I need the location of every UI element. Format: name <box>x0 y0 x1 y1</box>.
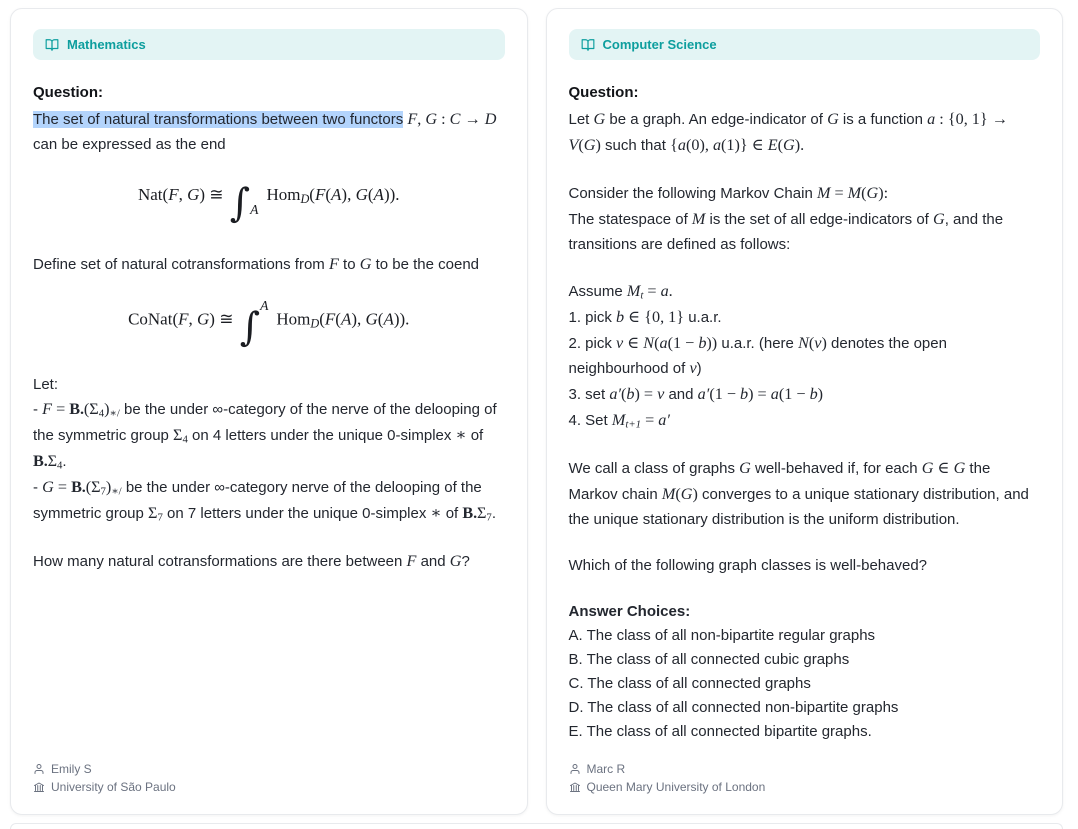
step-1: 1. pick b ∈ {0, 1} u.a.r. <box>568 307 722 326</box>
book-open-icon <box>581 38 595 52</box>
nat-end-formula: Nat(F, G) ≅ $\int_AHomD(F(A)$, G(A)). <box>137 180 400 226</box>
category-badge <box>569 29 1041 60</box>
step-3: 3. set a′(b) = v and a′(1 − b) = a(1 − b) <box>568 385 824 404</box>
card-footer <box>33 746 505 794</box>
person-icon <box>569 763 581 775</box>
answer-choice-a: A. The class of all non-bipartite regular graphs <box>568 627 876 645</box>
building-icon <box>33 781 45 793</box>
category-label: Computer Science <box>602 37 717 52</box>
author-line <box>33 762 505 776</box>
edge-indicator-definition: Let G be a graph. An edge-indicator of G is a function a : {0, 1} → V(G) such that {a(0), a(1)} ∈ E(G). <box>568 110 1008 154</box>
author-name: Marc R <box>586 762 626 776</box>
answer-choice-c: C. The class of all connected graphs <box>568 675 811 693</box>
functor-f-definition: - F = B•(Σ4)∗/ be the under ∞-category of the nerve of the delooping of the symmetric group Σ4 on 4 letters under the unique 0-simplex ∗ of B•Σ4. <box>33 400 497 472</box>
question-label: Question: <box>568 84 639 101</box>
question-label: Question: <box>33 84 103 101</box>
let-label: Let: <box>33 376 59 394</box>
person-icon <box>33 763 45 775</box>
institution-name: Queen Mary University of London <box>586 780 766 794</box>
author-line <box>569 762 1041 776</box>
question-card-computer-science <box>546 8 1064 815</box>
cotransformations-definition: Define set of natural cotransformations from F to G to be the coend <box>33 255 480 274</box>
answer-choice-e: E. The class of all connected bipartite graphs. <box>568 723 872 741</box>
which-class-question: Which of the following graph classes is well-behaved? <box>568 557 928 575</box>
step-2: 2. pick v ∈ N(a(1 − b)) u.a.r. (here N(v) denotes the open neighbourhood of v) <box>568 333 947 378</box>
question-intro: The set of natural transformations between two functors F, G : C → D can be expressed as the end <box>33 110 497 153</box>
conat-coend-formula: CoNat(F, G) ≅ ∫$^A$HomD(F(A), G(A)). <box>128 298 410 350</box>
card-footer <box>569 746 1041 794</box>
category-label: Mathematics <box>67 37 146 52</box>
institution-line <box>33 780 505 794</box>
author-name: Emily S <box>51 762 92 776</box>
well-behaved-definition: We call a class of graphs G well-behaved if, for each G ∈ G the Markov chain M(G) converges to a unique stationary distribution, and the unique stationary distribution is the uniform distribution. <box>568 459 1029 529</box>
building-icon <box>569 781 581 793</box>
question-card-mathematics <box>10 8 528 815</box>
institution-line <box>569 780 1041 794</box>
answer-choices-label: Answer Choices: <box>568 603 691 621</box>
question-cards-row <box>10 8 1063 815</box>
answer-choice-d: D. The class of all connected non-bipartite graphs <box>568 699 899 717</box>
selection-highlight: The set of natural transformations between two functors <box>33 111 404 128</box>
institution-name: University of São Paulo <box>51 780 176 794</box>
book-open-icon <box>45 38 59 52</box>
assume-line: Assume Mt = a. <box>568 281 673 302</box>
step-4: 4. Set Mt+1 = a′ <box>568 411 670 432</box>
final-question: How many natural cotransformations are there between F and G? <box>33 551 470 570</box>
functor-g-definition: - G = B•(Σ7)∗/ be the under ∞-category nerve of the delooping of the symmetric group Σ7 on 7 letters under the unique 0-simplex ∗ of B•Σ7. <box>33 477 496 524</box>
category-badge <box>33 29 505 60</box>
next-card-row-edge <box>10 823 1063 829</box>
markov-chain-description: Consider the following Markov Chain M = M(G): The statespace of M is the set of all edge-indicators of G, and the transitions are defined as follows: <box>568 183 1004 253</box>
answer-choice-b: B. The class of all connected cubic graphs <box>568 651 850 669</box>
